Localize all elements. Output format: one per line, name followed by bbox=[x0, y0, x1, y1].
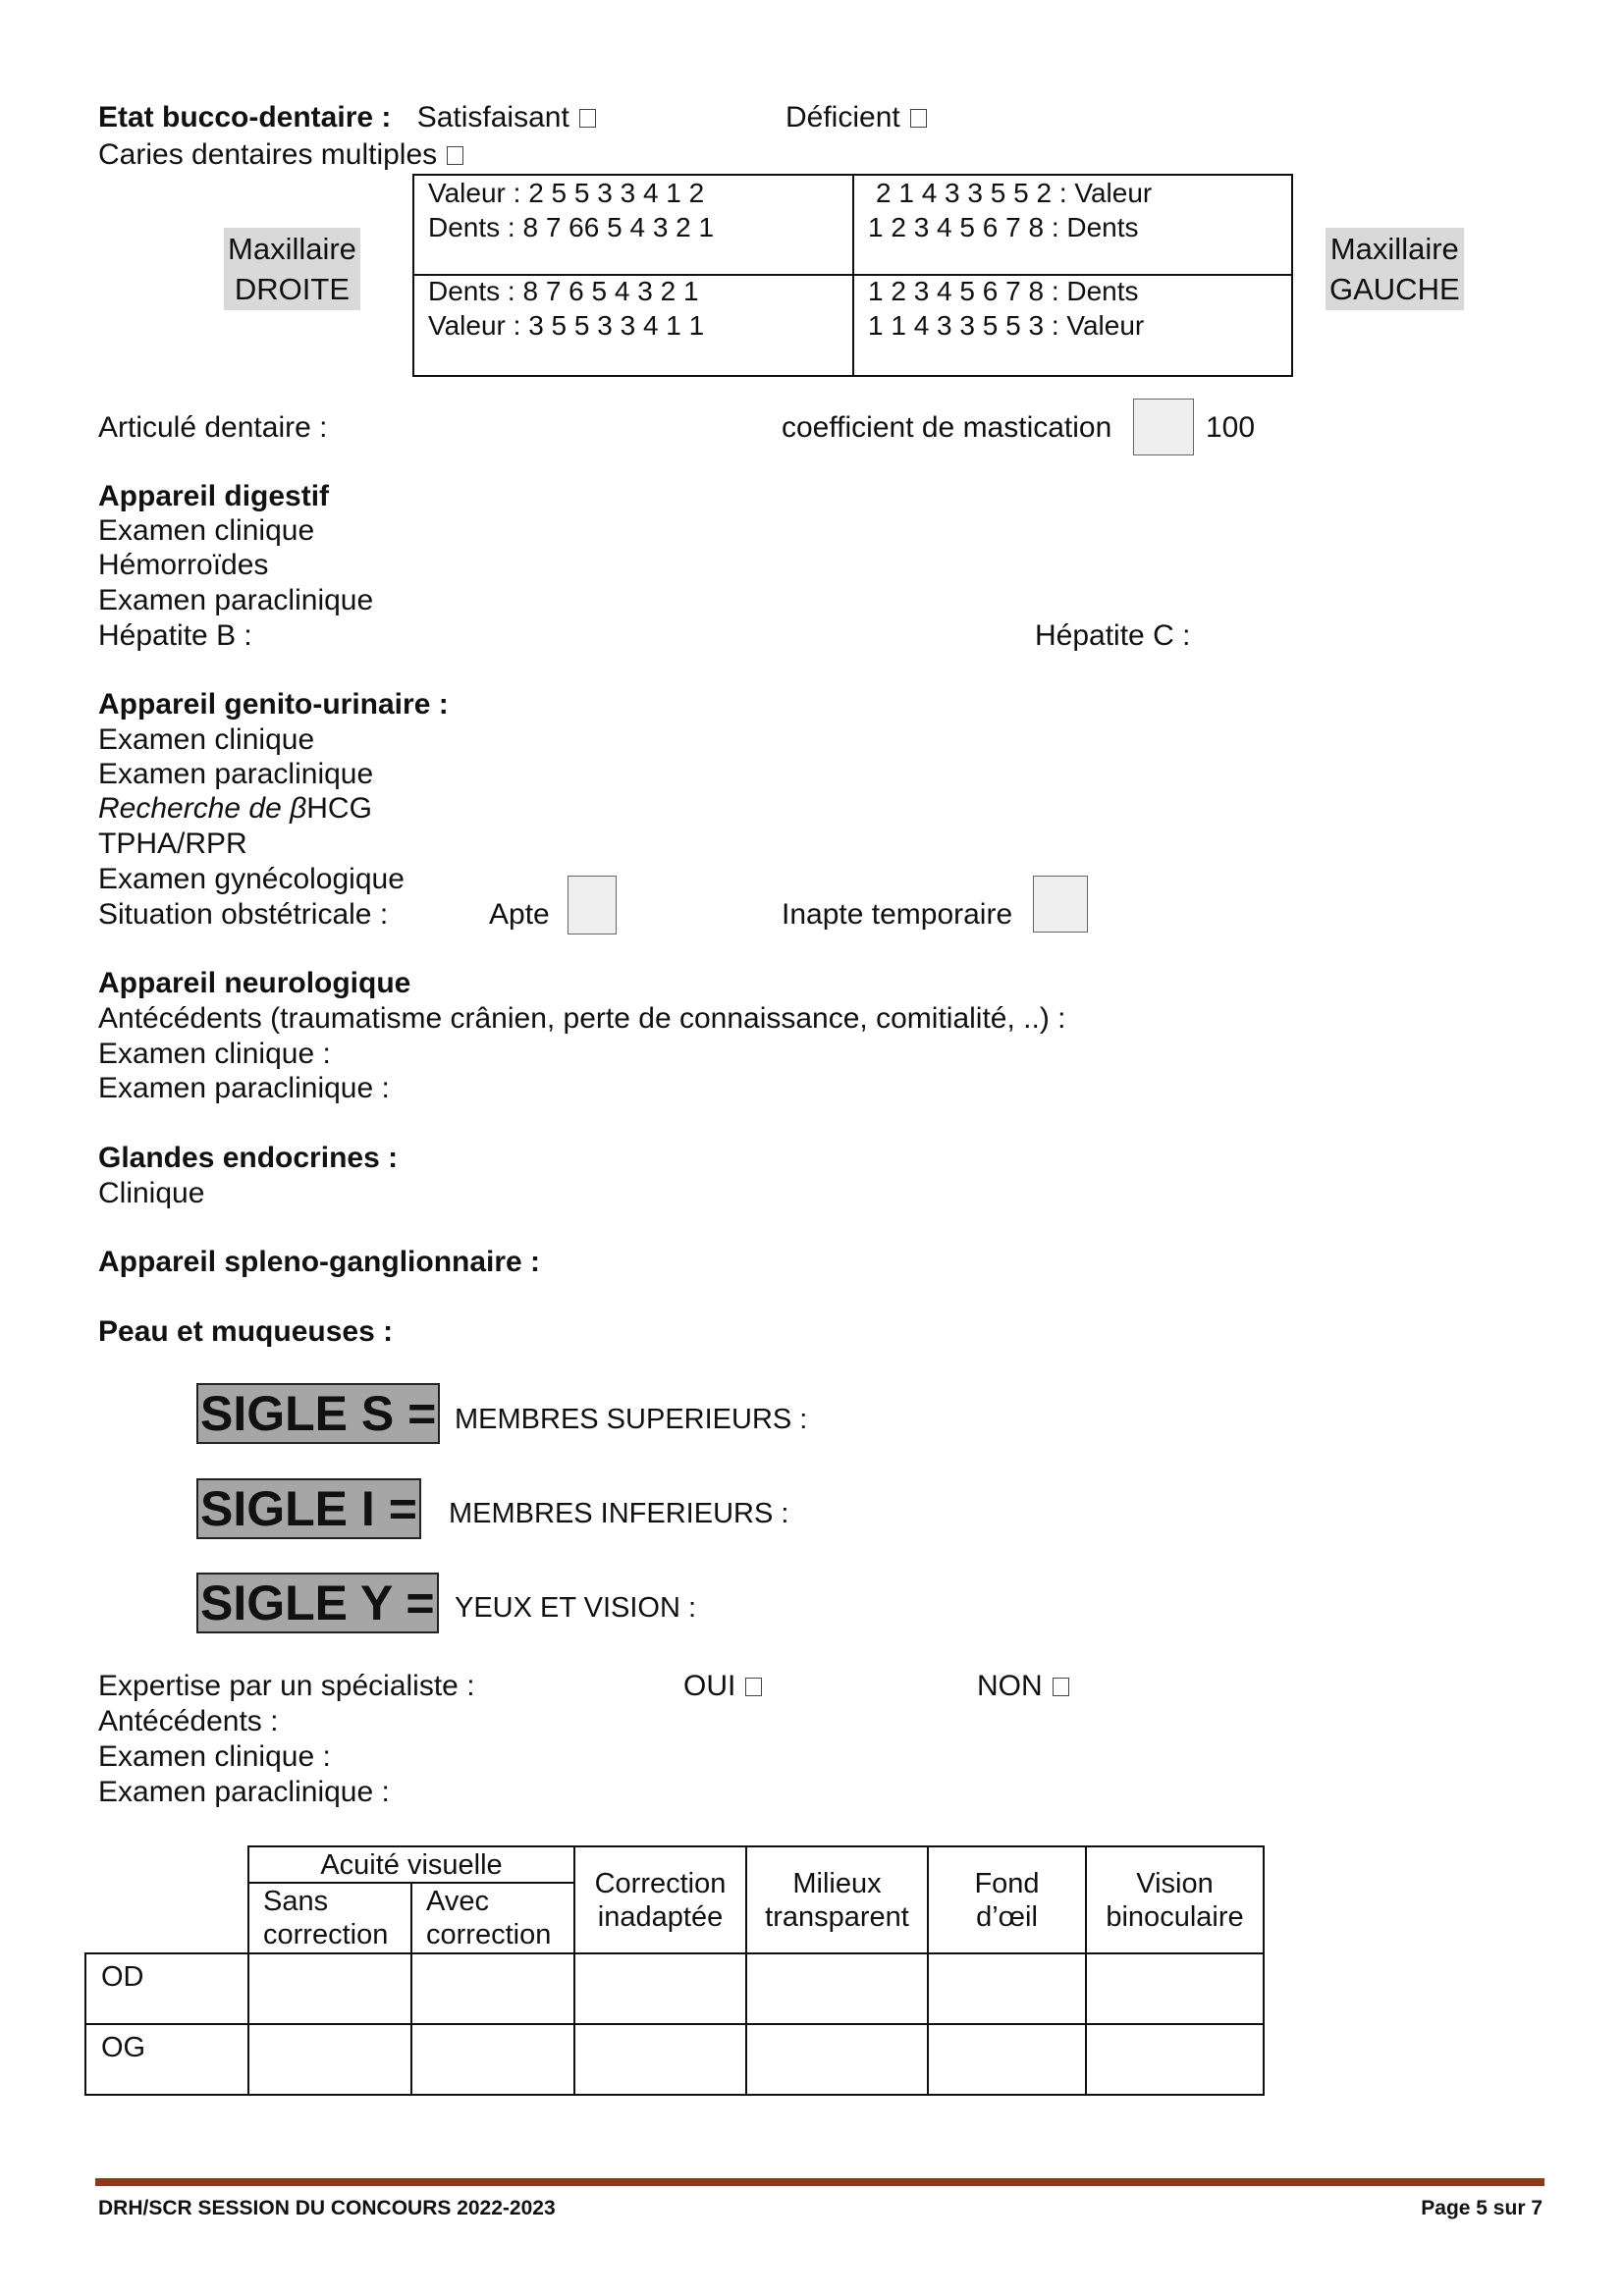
caries-label: Caries dentaires multiples bbox=[98, 138, 438, 171]
upper-right-cell bbox=[428, 176, 714, 244]
sigle-s-badge: SIGLE S = bbox=[196, 1383, 440, 1444]
digestif-line: Examen paraclinique bbox=[98, 584, 374, 616]
vision-table-corner bbox=[85, 1846, 248, 1953]
table-cell[interactable] bbox=[928, 1953, 1086, 2024]
expertise-line: Examen paraclinique : bbox=[98, 1776, 390, 1808]
apte-checkbox[interactable] bbox=[568, 876, 617, 934]
expertise-line: Antécédents : bbox=[98, 1705, 279, 1737]
table-cell[interactable] bbox=[928, 2024, 1086, 2095]
upper-right-teeth: Dents : 8 7 66 5 4 3 2 1 bbox=[428, 212, 715, 242]
satisfaisant-checkbox[interactable] bbox=[579, 109, 596, 128]
neuro-line: Examen paraclinique : bbox=[98, 1072, 390, 1104]
right-jaw-label bbox=[224, 228, 360, 310]
non-checkbox[interactable] bbox=[1053, 1678, 1069, 1696]
oui-label: OUI bbox=[683, 1670, 736, 1702]
lower-right-values: Valeur : 3 5 5 3 3 4 1 1 bbox=[428, 310, 705, 341]
inapte-checkbox[interactable] bbox=[1033, 876, 1088, 933]
digestif-line: Examen clinique bbox=[98, 514, 315, 547]
expertise-label: Expertise par un spécialiste : bbox=[98, 1670, 475, 1702]
dental-section bbox=[98, 100, 596, 135]
endocrine-clinique: Clinique bbox=[98, 1177, 205, 1209]
satisfaisant-label: Satisfaisant bbox=[416, 101, 569, 133]
gyneco-label: Examen gynécologique bbox=[98, 863, 405, 895]
row-label-og: OG bbox=[85, 2024, 248, 2095]
genito-paraclinique: Examen paraclinique bbox=[98, 758, 374, 790]
apte-label: Apte bbox=[489, 898, 550, 931]
bhcg-italic: Recherche de β bbox=[98, 792, 307, 825]
fond-oeil-header: Fond d’œil bbox=[928, 1846, 1086, 1953]
neuro-line: Antécédents (traumatisme crânien, perte de connaissance, comitialité, ..) : bbox=[98, 1002, 1066, 1035]
dental-chart bbox=[412, 174, 1293, 377]
table-cell[interactable] bbox=[574, 2024, 746, 2095]
table-cell[interactable] bbox=[411, 2024, 574, 2095]
avec-correction-header: Avec correction bbox=[411, 1883, 574, 1953]
sans-correction-header: Sans correction bbox=[248, 1883, 411, 1953]
sigle-i-label: MEMBRES INFERIEURS : bbox=[449, 1498, 789, 1529]
neuro-line: Examen clinique : bbox=[98, 1038, 331, 1070]
table-cell[interactable] bbox=[746, 2024, 928, 2095]
table-cell[interactable] bbox=[1086, 1953, 1264, 2024]
lower-right-cell bbox=[428, 274, 704, 343]
right-jaw-line1: Maxillaire bbox=[228, 232, 356, 266]
expertise-line: Examen clinique : bbox=[98, 1740, 331, 1773]
sigle-y-label: YEUX ET VISION : bbox=[455, 1592, 697, 1624]
correction-header: Correction inadaptée bbox=[574, 1846, 746, 1953]
left-jaw-label bbox=[1326, 228, 1464, 310]
coefficient-max: 100 bbox=[1206, 411, 1256, 444]
milieux-header: Milieux transparent bbox=[746, 1846, 928, 1953]
table-cell[interactable] bbox=[411, 1953, 574, 2024]
upper-left-teeth: 1 2 3 4 5 6 7 8 : Dents bbox=[868, 212, 1139, 242]
dental-chart-vline bbox=[852, 176, 854, 375]
hepatite-c-label: Hépatite C : bbox=[1035, 619, 1191, 652]
neuro-title: Appareil neurologique bbox=[98, 967, 411, 999]
caries-option bbox=[98, 137, 463, 173]
caries-checkbox[interactable] bbox=[447, 146, 463, 165]
upper-left-cell bbox=[868, 176, 1152, 244]
non-label: NON bbox=[977, 1670, 1043, 1702]
peau-title: Peau et muqueuses : bbox=[98, 1315, 394, 1348]
binoculaire-header: Vision binoculaire bbox=[1086, 1846, 1264, 1953]
oui-option bbox=[683, 1669, 762, 1704]
table-cell[interactable] bbox=[574, 1953, 746, 2024]
bhcg-label bbox=[98, 791, 372, 827]
spleno-title: Appareil spleno-ganglionnaire : bbox=[98, 1246, 541, 1278]
non-option bbox=[977, 1669, 1069, 1704]
footer-page-number: Page 5 sur 7 bbox=[1421, 2197, 1543, 2219]
table-cell[interactable] bbox=[248, 2024, 411, 2095]
tpha-label: TPHA/RPR bbox=[98, 828, 247, 860]
articule-label: Articulé dentaire : bbox=[98, 411, 328, 444]
left-jaw-line1: Maxillaire bbox=[1329, 232, 1459, 266]
acuite-header: Acuité visuelle bbox=[248, 1846, 574, 1883]
genito-clinique: Examen clinique bbox=[98, 723, 315, 756]
footer-rule bbox=[95, 2178, 1544, 2186]
right-jaw-line2: DROITE bbox=[234, 272, 351, 306]
table-cell[interactable] bbox=[248, 1953, 411, 2024]
deficient-option bbox=[785, 100, 927, 135]
sigle-y-badge: SIGLE Y = bbox=[196, 1573, 439, 1633]
digestif-line: Hémorroïdes bbox=[98, 549, 269, 581]
upper-left-values: 2 1 4 3 3 5 5 2 : Valeur bbox=[876, 178, 1153, 208]
lower-left-cell bbox=[868, 274, 1144, 343]
inapte-label: Inapte temporaire bbox=[782, 898, 1013, 931]
table-cell[interactable] bbox=[746, 1953, 928, 2024]
vision-table bbox=[84, 1845, 1265, 2096]
coefficient-label: coefficient de mastication bbox=[782, 411, 1112, 444]
digestif-title: Appareil digestif bbox=[98, 480, 330, 512]
coefficient-input[interactable] bbox=[1133, 399, 1194, 455]
deficient-checkbox[interactable] bbox=[910, 109, 927, 128]
footer-left: DRH/SCR SESSION DU CONCOURS 2022-2023 bbox=[98, 2197, 556, 2219]
hepatite-b-label: Hépatite B : bbox=[98, 619, 252, 652]
oui-checkbox[interactable] bbox=[745, 1678, 762, 1696]
left-jaw-line2: GAUCHE bbox=[1329, 272, 1460, 306]
lower-right-teeth: Dents : 8 7 6 5 4 3 2 1 bbox=[428, 276, 699, 306]
table-cell[interactable] bbox=[1086, 2024, 1264, 2095]
bhcg-rest: HCG bbox=[306, 792, 372, 825]
genito-title: Appareil genito-urinaire : bbox=[98, 688, 449, 721]
lower-left-values: 1 1 4 3 3 5 5 3 : Valeur bbox=[868, 310, 1145, 341]
row-label-od: OD bbox=[85, 1953, 248, 2024]
deficient-label: Déficient bbox=[785, 101, 900, 133]
endocrine-title: Glandes endocrines : bbox=[98, 1142, 399, 1174]
upper-right-values: Valeur : 2 5 5 3 3 4 1 2 bbox=[428, 178, 705, 208]
sigle-s-label: MEMBRES SUPERIEURS : bbox=[455, 1404, 808, 1435]
sigle-i-badge: SIGLE I = bbox=[196, 1478, 421, 1539]
lower-left-teeth: 1 2 3 4 5 6 7 8 : Dents bbox=[868, 276, 1139, 306]
situation-label: Situation obstétricale : bbox=[98, 898, 389, 931]
dental-title: Etat bucco-dentaire : bbox=[98, 101, 392, 133]
